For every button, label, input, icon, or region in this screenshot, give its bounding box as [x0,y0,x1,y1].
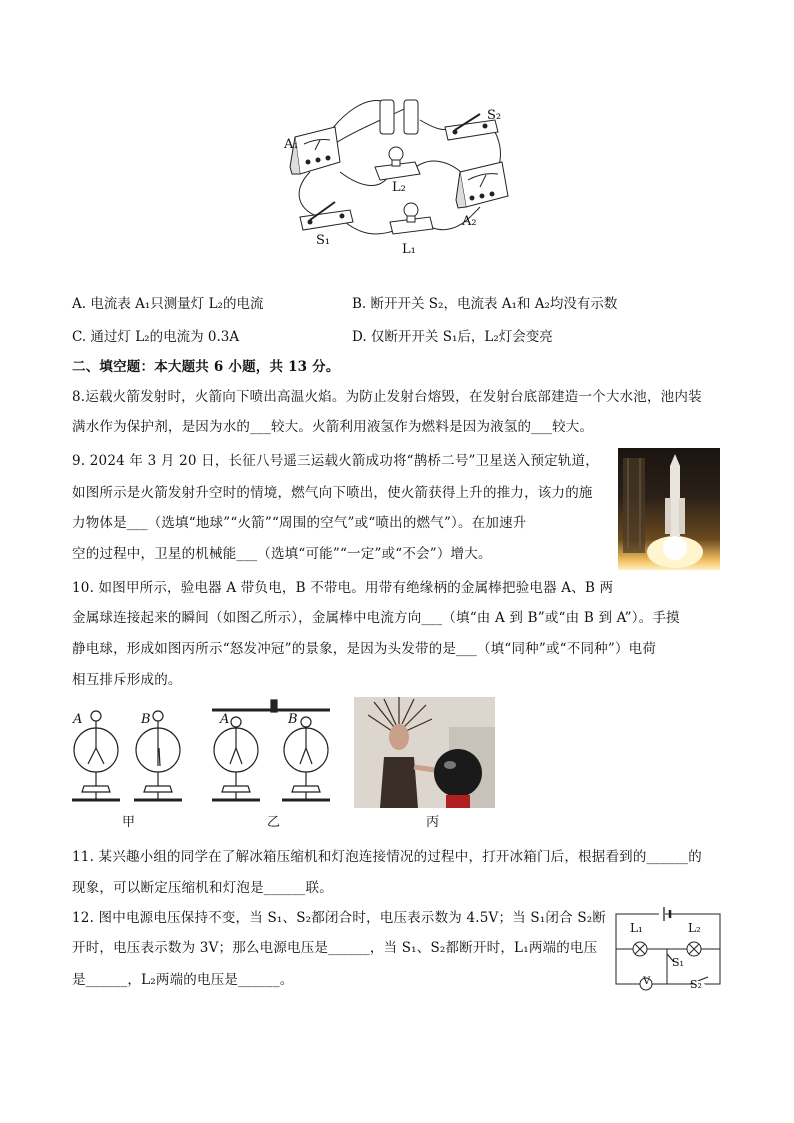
lamp-l2-icon [375,147,420,180]
q9-line-1: 9. 2024 年 3 月 20 日，长征八号遥三运载火箭成功将“鹊桥二号”卫星送入预定轨道， [72,453,599,469]
switch-s1-icon [300,202,353,230]
option-a[interactable]: A. 电流表 A₁只测量灯 L₂的电流 [72,296,264,312]
option-b[interactable]: B. 断开开关 S₂，电流表 A₁和 A₂均没有示数 [352,296,618,312]
q10-line-2: 金属球连接起来的瞬间（如图乙所示），金属棒中电流方向___（填“由 A 到 B”或“由 B 到 A”）。手摸 [72,610,680,626]
q12-label-l2: L₂ [688,921,701,935]
label-l1: L₁ [402,242,416,257]
label-s1: S₁ [316,233,331,248]
q11-line-1: 11. 某兴趣小组的同学在了解冰箱压缩机和灯泡连接情况的过程中，打开冰箱门后，根据看到的______的 [72,849,702,865]
q12-label-l1: L₁ [630,921,643,935]
ammeter-a2-icon [456,162,508,208]
static-hair-photo [354,697,495,808]
electroscope-label-a1: A [73,712,83,727]
q10-line-1: 10. 如图甲所示，验电器 A 带负电，B 不带电。用带有绝缘柄的金属棒把验电器 A、B 两 [72,580,614,596]
q9-line-3: 力物体是___（选填“地球”“火箭”“周围的空气”或“喷出的燃气”）。在加速升 [72,515,527,531]
label-l2: L₂ [392,180,406,195]
lamp-l1-icon [390,203,433,234]
electroscope-label-b1: B [141,712,151,727]
label-s2: S₂ [487,108,502,123]
q12-label-s2: S₂ [690,978,702,991]
electroscope-figure [66,698,346,810]
electroscope-label-a2: A [220,712,230,727]
q8-line-1: 8.运载火箭发射时，火箭向下喷出高温火焰。为防止发射台熔毁，在发射台底部建造一个大水池，池内装 [72,389,702,405]
rocket-launch-photo [618,448,720,570]
q9-line-4: 空的过程中，卫星的机械能___（选填“可能”“一定”或“不会”）增大。 [72,546,492,562]
q12-label-v: V [643,976,651,987]
option-d[interactable]: D. 仅断开开关 S₁后，L₂灯会变亮 [352,329,553,345]
q12-line-2: 开时，电压表示数为 3V；那么电源电压是______，当 S₁、S₂都断开时，L₁两端的电压 [72,940,598,956]
q10-line-4: 相互排斥形成的。 [72,672,182,688]
q12-circuit-diagram [612,904,724,994]
q12-line-1: 12. 图中电源电压保持不变，当 S₁、S₂都闭合时，电压表示数为 4.5V；当 S₁闭合 S₂断 [72,910,607,926]
q12-line-3: 是______，L₂两端的电压是______。 [72,972,294,988]
label-a1: A₁ [284,137,299,152]
q8-line-2: 满水作为保护剂，是因为水的___较大。火箭利用液氢作为燃料是因为液氢的___较大。 [72,419,594,435]
label-a2: A₂ [462,214,477,229]
battery-icon [380,100,418,134]
electroscope-yi-a [212,717,260,800]
electroscope-label-b2: B [288,712,298,727]
section-heading: 二、填空题：本大题共 6 小题，共 13 分。 [72,359,340,375]
q12-label-s1: S₁ [672,956,684,969]
caption-yi: 乙 [267,815,281,830]
q9-line-2: 如图所示是火箭发射升空时的情境，燃气向下喷出，使火箭获得上升的推力，该力的施 [72,485,593,501]
caption-jia: 甲 [122,815,136,830]
q10-line-3: 静电球，形成如图丙所示“怒发冲冠”的景象，是因为头发带的是___（填“同种”或“不同种”）电荷 [72,641,657,657]
q11-line-2: 现象，可以断定压缩机和灯泡是______联。 [72,880,333,896]
caption-bing: 丙 [426,815,440,830]
electroscope-yi-b [282,717,330,800]
option-c[interactable]: C. 通过灯 L₂的电流为 0.3A [72,329,240,345]
